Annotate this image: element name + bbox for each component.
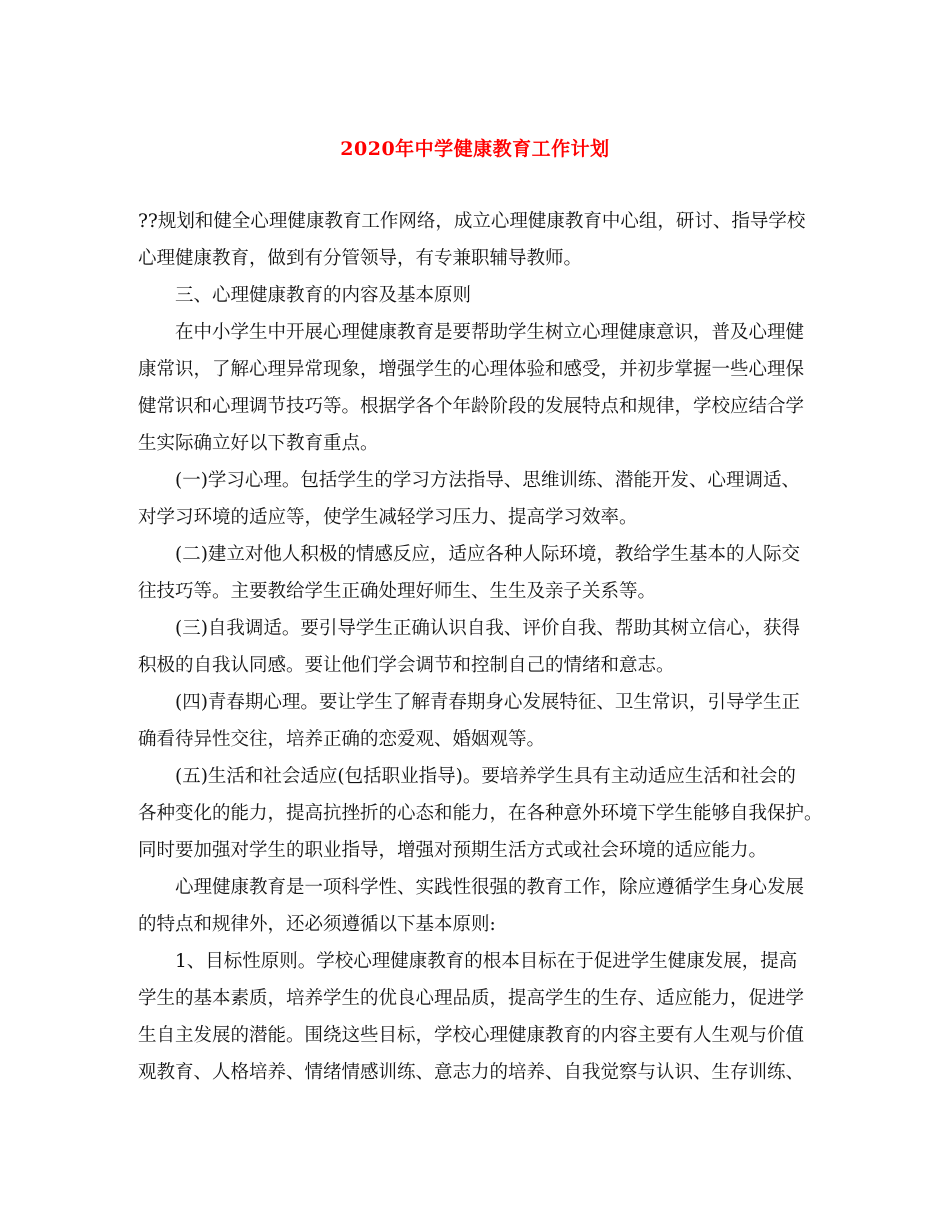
text-line: 生实际确立好以下教育重点。 (138, 433, 379, 454)
text-line: (五)生活和社会适应(包括职业指导)。要培养学生具有主动适应生活和社会的 (175, 766, 796, 787)
document-title: 2020年中学健康教育工作计划 (340, 138, 610, 160)
document-body (138, 203, 823, 1091)
text-line: 的特点和规律外，还必须遵循以下基本原则: (138, 914, 496, 935)
text-line: 观教育、人格培养、情绪情感训练、意志力的培养、自我觉察与认识、生存训练、 (138, 1062, 805, 1083)
text-line: (一)学习心理。包括学生的学习方法指导、思维训练、潜能开发、心理调适、 (175, 470, 800, 491)
text-line: (四)青春期心理。要让学生了解青春期身心发展特征、卫生常识，引导学生正 (175, 692, 800, 713)
text-line: 在中小学生中开展心理健康教育是要帮助学生树立心理健康意识，普及心理健 (175, 322, 805, 343)
text-line: 往技巧等。主要教给学生正确处理好师生、生生及亲子关系等。 (138, 581, 657, 602)
text-line: 1、目标性原则。学校心理健康教育的根本目标在于促进学生健康发展，提高 (175, 951, 798, 972)
text-line: (二)建立对他人积极的情感反应，适应各种人际环境，教给学生基本的人际交 (175, 544, 800, 565)
text-line: 三、心理健康教育的内容及基本原则 (175, 285, 472, 306)
text-line: 积极的自我认同感。要让他们学会调节和控制自己的情绪和意志。 (138, 655, 675, 676)
text-line: 各种变化的能力，提高抗挫折的心态和能力，在各种意外环境下学生能够自我保护。 (138, 803, 823, 824)
text-line: ??规划和健全心理健康教育工作网络，成立心理健康教育中心组，研讨、指导学校 (138, 211, 806, 232)
text-line: (三)自我调适。要引导学生正确认识自我、评价自我、帮助其树立信心，获得 (175, 618, 800, 639)
text-line: 同时要加强对学生的职业指导，增强对预期生活方式或社会环境的适应能力。 (138, 840, 768, 861)
text-line: 心理健康教育，做到有分管领导，有专兼职辅导教师。 (138, 248, 583, 269)
text-line: 健常识和心理调节技巧等。根据学各个年龄阶段的发展特点和规律，学校应结合学 (138, 396, 805, 417)
text-line: 心理健康教育是一项科学性、实践性很强的教育工作，除应遵循学生身心发展 (175, 877, 805, 898)
text-line: 生自主发展的潜能。围绕这些目标，学校心理健康教育的内容主要有人生观与价值 (138, 1025, 805, 1046)
text-line: 康常识，了解心理异常现象，增强学生的心理体验和感受，并初步掌握一些心理保 (138, 359, 805, 380)
text-line: 学生的基本素质，培养学生的优良心理品质，提高学生的生存、适应能力，促进学 (138, 988, 805, 1009)
text-line: 确看待异性交往，培养正确的恋爱观、婚姻观等。 (138, 729, 546, 750)
text-line: 对学习环境的适应等，使学生减轻学习压力、提高学习效率。 (138, 507, 638, 528)
